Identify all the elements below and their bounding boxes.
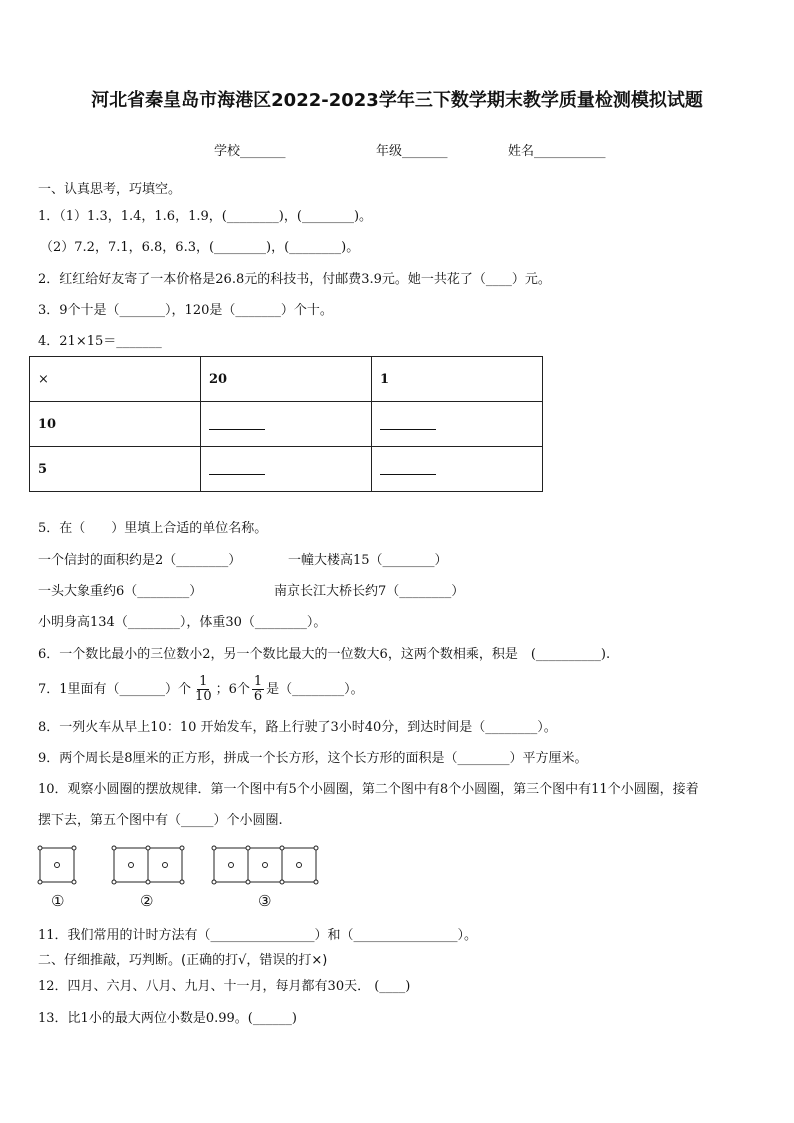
circle-pattern-figure bbox=[28, 838, 328, 912]
square-shape bbox=[248, 848, 282, 882]
table-header-cell: 1 bbox=[372, 357, 543, 402]
question-3: 3．9个十是（_______），120是（_______）个十。 bbox=[38, 303, 333, 318]
question-11: 11．我们常用的计时方法有（________________）和（________________）。 bbox=[38, 928, 478, 943]
question-8: 8．一列火车从早上10：10 开始发车，路上行驶了3小时40分，到达时间是（________）。 bbox=[38, 720, 557, 735]
name-field: 姓名___________ bbox=[508, 144, 606, 159]
square-shape bbox=[282, 848, 316, 882]
square-shape bbox=[40, 848, 74, 882]
grade-field: 年级_______ bbox=[376, 144, 448, 159]
center-circle bbox=[263, 863, 268, 868]
corner-circle bbox=[112, 880, 116, 884]
corner-circle bbox=[212, 846, 216, 850]
figure-3 bbox=[212, 846, 318, 884]
corner-circle bbox=[180, 846, 184, 850]
question-10b: 摆下去，第五个图中有（_____）个小圆圈. bbox=[38, 813, 283, 828]
corner-circle bbox=[212, 880, 216, 884]
section-heading-fill-blank: 一、认真思考，巧填空。 bbox=[38, 182, 182, 197]
corner-circle bbox=[280, 880, 284, 884]
table-row-label: 10 bbox=[30, 402, 201, 447]
question-10a: 10．观察小圆圈的摆放规律．第一个图中有5个小圆圈，第二个图中有8个小圆圈，第三个图中有11个小圆圈，接着 bbox=[38, 782, 699, 797]
table-answer-cell bbox=[372, 402, 543, 447]
corner-circle bbox=[280, 846, 284, 850]
question-5-elephant: 一头大象重约6（________） bbox=[38, 584, 203, 599]
fraction-one-sixth: $\frac{1}{6}$ bbox=[253, 674, 263, 704]
table-header-cell: × bbox=[30, 357, 201, 402]
question-5-building: 一幢大楼高15（________） bbox=[288, 553, 448, 568]
question-9: 9．两个周长是8厘米的正方形，拼成一个长方形，这个长方形的面积是（________）平方厘米。 bbox=[38, 751, 588, 766]
corner-circle bbox=[146, 880, 150, 884]
table-header-cell: 20 bbox=[201, 357, 372, 402]
question-2: 2．红红给好友寄了一本价格是26.8元的科技书，付邮费3.9元。她一共花了（____）元。 bbox=[38, 272, 551, 287]
corner-circle bbox=[38, 880, 42, 884]
page-title: 河北省秦皇岛市海港区2022-2023学年三下数学期末教学质量检测模拟试题 bbox=[91, 90, 703, 111]
multiplication-table bbox=[29, 356, 543, 492]
question-7 bbox=[38, 672, 364, 708]
question-13: 13．比1小的最大两位小数是0.99。(______) bbox=[38, 1011, 297, 1026]
square-shape bbox=[148, 848, 182, 882]
figure-label: ③ bbox=[258, 892, 272, 910]
answer-blank bbox=[380, 473, 436, 475]
fraction-one-tenth: $\frac{1}{10}$ bbox=[195, 674, 212, 704]
corner-circle bbox=[314, 880, 318, 884]
square-shape bbox=[214, 848, 248, 882]
figure-label: ② bbox=[140, 892, 154, 910]
center-circle bbox=[163, 863, 168, 868]
answer-blank bbox=[209, 473, 265, 475]
figure-2 bbox=[112, 846, 184, 884]
corner-circle bbox=[72, 846, 76, 850]
question-5-envelope: 一个信封的面积约是2（________） bbox=[38, 553, 242, 568]
question-1a: 1．（1）1.3，1.4，1.6，1.9，(________)，(________)。 bbox=[38, 209, 373, 224]
answer-blank bbox=[209, 428, 265, 430]
center-circle bbox=[129, 863, 134, 868]
question-5-height-weight: 小明身高134（________），体重30（________）。 bbox=[38, 615, 327, 630]
corner-circle bbox=[246, 880, 250, 884]
table-row bbox=[30, 402, 543, 447]
corner-circle bbox=[180, 880, 184, 884]
question-5: 5．在（ ）里填上合适的单位名称。 bbox=[38, 521, 268, 536]
corner-circle bbox=[246, 846, 250, 850]
center-circle bbox=[297, 863, 302, 868]
square-shape bbox=[114, 848, 148, 882]
table-row bbox=[30, 447, 543, 492]
question-7-text: 是（________）。 bbox=[266, 682, 364, 697]
center-circle bbox=[55, 863, 60, 868]
corner-circle bbox=[112, 846, 116, 850]
table-row-label: 5 bbox=[30, 447, 201, 492]
school-field: 学校_______ bbox=[214, 144, 286, 159]
question-4: 4．21×15＝_______ bbox=[38, 334, 162, 349]
question-7-text: ；6个 bbox=[215, 682, 250, 697]
figure-1 bbox=[38, 846, 76, 884]
table-answer-cell bbox=[201, 447, 372, 492]
question-6: 6．一个数比最小的三位数小2，另一个数比最大的一位数大6，这两个数相乘，积是 (__________). bbox=[38, 647, 611, 662]
center-circle bbox=[229, 863, 234, 868]
section-heading-true-false: 二、仔细推敲，巧判断。(正确的打√，错误的打×) bbox=[38, 953, 328, 968]
table-answer-cell bbox=[201, 402, 372, 447]
question-1b: （2）7.2，7.1，6.8，6.3，(________)，(________)。 bbox=[40, 240, 360, 255]
question-5-bridge: 南京长江大桥长约7（________） bbox=[274, 584, 465, 599]
corner-circle bbox=[72, 880, 76, 884]
table-answer-cell bbox=[372, 447, 543, 492]
corner-circle bbox=[314, 846, 318, 850]
corner-circle bbox=[38, 846, 42, 850]
answer-blank bbox=[380, 428, 436, 430]
question-12: 12．四月、六月、八月、九月、十一月，每月都有30天． (____) bbox=[38, 979, 411, 994]
figure-label: ① bbox=[51, 892, 65, 910]
table-row bbox=[30, 357, 543, 402]
question-7-text: 7．1里面有（_______）个 bbox=[38, 682, 192, 697]
corner-circle bbox=[146, 846, 150, 850]
